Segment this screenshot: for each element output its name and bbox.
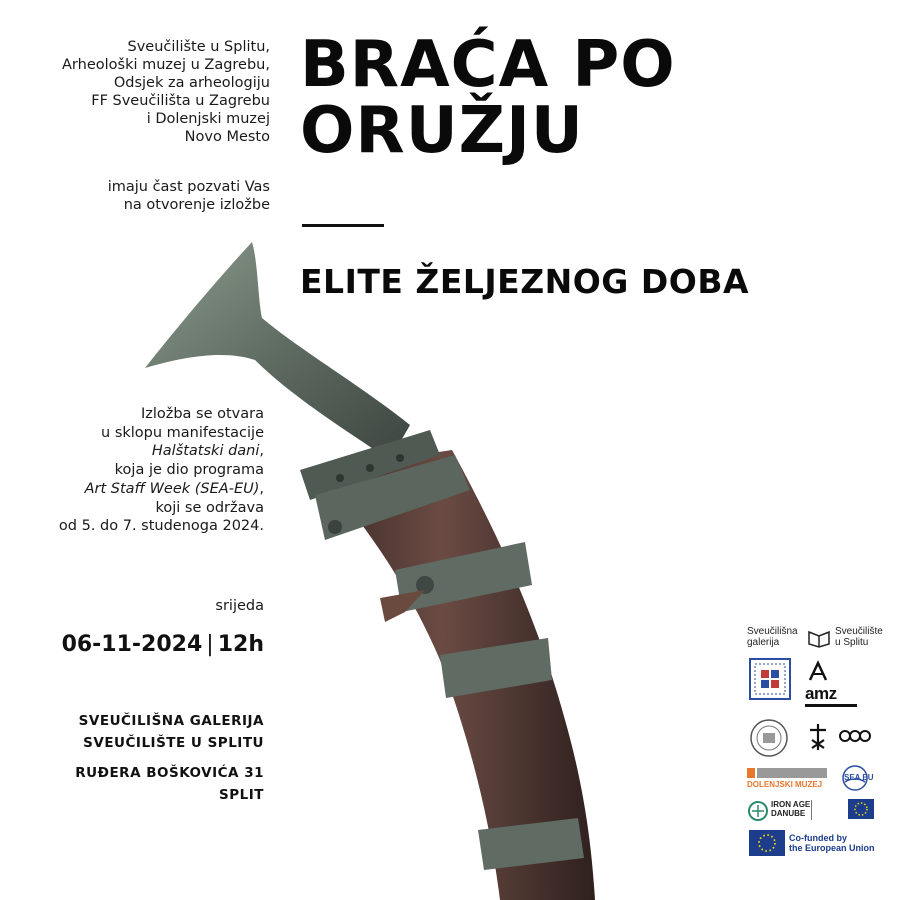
organizer-line: i Dolenjski muzej: [146, 111, 270, 127]
datetime-separator: |: [206, 632, 214, 657]
coe-cultural-route-mark: [811, 800, 845, 820]
iron-age-icon: [747, 800, 769, 822]
iron-age-label-2: DANUBE: [771, 809, 806, 818]
title-line-2: ORUŽJU: [300, 94, 584, 168]
info-line: koji se održava: [155, 499, 264, 516]
amz-triangle-icon: [807, 660, 829, 682]
dolenjski-symbol-icon: [807, 722, 829, 752]
event-time: 12h: [217, 632, 264, 657]
galerija-label-1: Sveučilišna: [747, 626, 798, 637]
venue-line: SVEUČILIŠTE U SPLITU: [83, 735, 264, 751]
info-line: [59, 480, 264, 499]
dolenjski-logo: DOLENJSKI MUZEJ: [747, 780, 823, 789]
venue-address: RUĐERA BOŠKOVIĆA 31: [75, 765, 264, 781]
galerija-label-2: galerija: [747, 637, 780, 648]
organizer-line: Sveučilište u Splitu,: [127, 39, 270, 55]
info-line: u sklopu manifestacije: [101, 424, 264, 441]
organizer-line: Odsjek za arheologiju: [113, 75, 270, 91]
info-comma: ,: [259, 480, 264, 497]
info-line: koja je dio programa: [114, 462, 264, 479]
dolenjski-bar: [757, 768, 827, 778]
venue-city: SPLIT: [219, 787, 264, 803]
iron-age-label-1: IRON AGE: [771, 800, 811, 809]
sea-eu-logo: SEA EU: [844, 773, 874, 782]
exhibition-subtitle: ELITE ŽELJEZNOG DOBA: [300, 262, 750, 301]
iron-age-logo: [771, 800, 810, 818]
council-of-europe-icon: [847, 798, 875, 820]
amz-logo: amz: [805, 684, 837, 703]
eu-cofunded-text: [789, 833, 875, 853]
info-comma: ,: [259, 443, 264, 460]
info-line: Izložba se otvara: [140, 406, 264, 422]
spirals-icon: [837, 726, 871, 746]
partner-logos: [745, 626, 885, 866]
university-seal-icon: [749, 718, 789, 758]
event-info-block: [59, 405, 264, 536]
organizer-line: Novo Mesto: [184, 129, 270, 145]
organizer-line: FF Sveučilišta u Zagrebu: [91, 93, 270, 109]
galerija-pattern-icon: [749, 658, 791, 700]
exhibition-title: [300, 28, 676, 168]
galerija-logo: [747, 626, 798, 648]
sveuciliste-logo: [835, 626, 883, 648]
organizer-line: Arheološki muzej u Zagrebu,: [62, 57, 270, 73]
eu-flag-icon: [749, 830, 785, 856]
info-line: od 5. do 7. studenoga 2024.: [58, 518, 264, 535]
dolenjski-square: [747, 768, 755, 778]
event-weekday: srijeda: [215, 598, 264, 614]
event-datetime: [62, 632, 264, 657]
invitation-line: imaju čast pozvati Vas: [107, 179, 270, 195]
organizers-block: [62, 38, 270, 146]
event-date: 06-11-2024: [61, 632, 203, 657]
program-name: Art Staff Week (SEA-EU): [84, 480, 260, 497]
book-icon: [807, 628, 831, 648]
eu-label-2: the European Union: [789, 843, 875, 853]
sveuciliste-label-2: u Splitu: [835, 637, 869, 648]
venue-line: SVEUČILIŠNA GALERIJA: [78, 713, 264, 729]
title-line-1: BRAĆA PO: [300, 28, 676, 102]
amz-underline: [805, 704, 857, 707]
eu-label-1: Co-funded by: [789, 833, 847, 843]
invitation-block: [108, 178, 270, 214]
info-line: [59, 442, 264, 461]
invitation-line: na otvorenje izložbe: [123, 197, 270, 213]
title-divider: [302, 224, 384, 227]
sveuciliste-label-1: Sveučilište: [835, 626, 883, 637]
venue-block: [75, 710, 264, 806]
festival-name: Halštatski dani: [151, 443, 260, 460]
